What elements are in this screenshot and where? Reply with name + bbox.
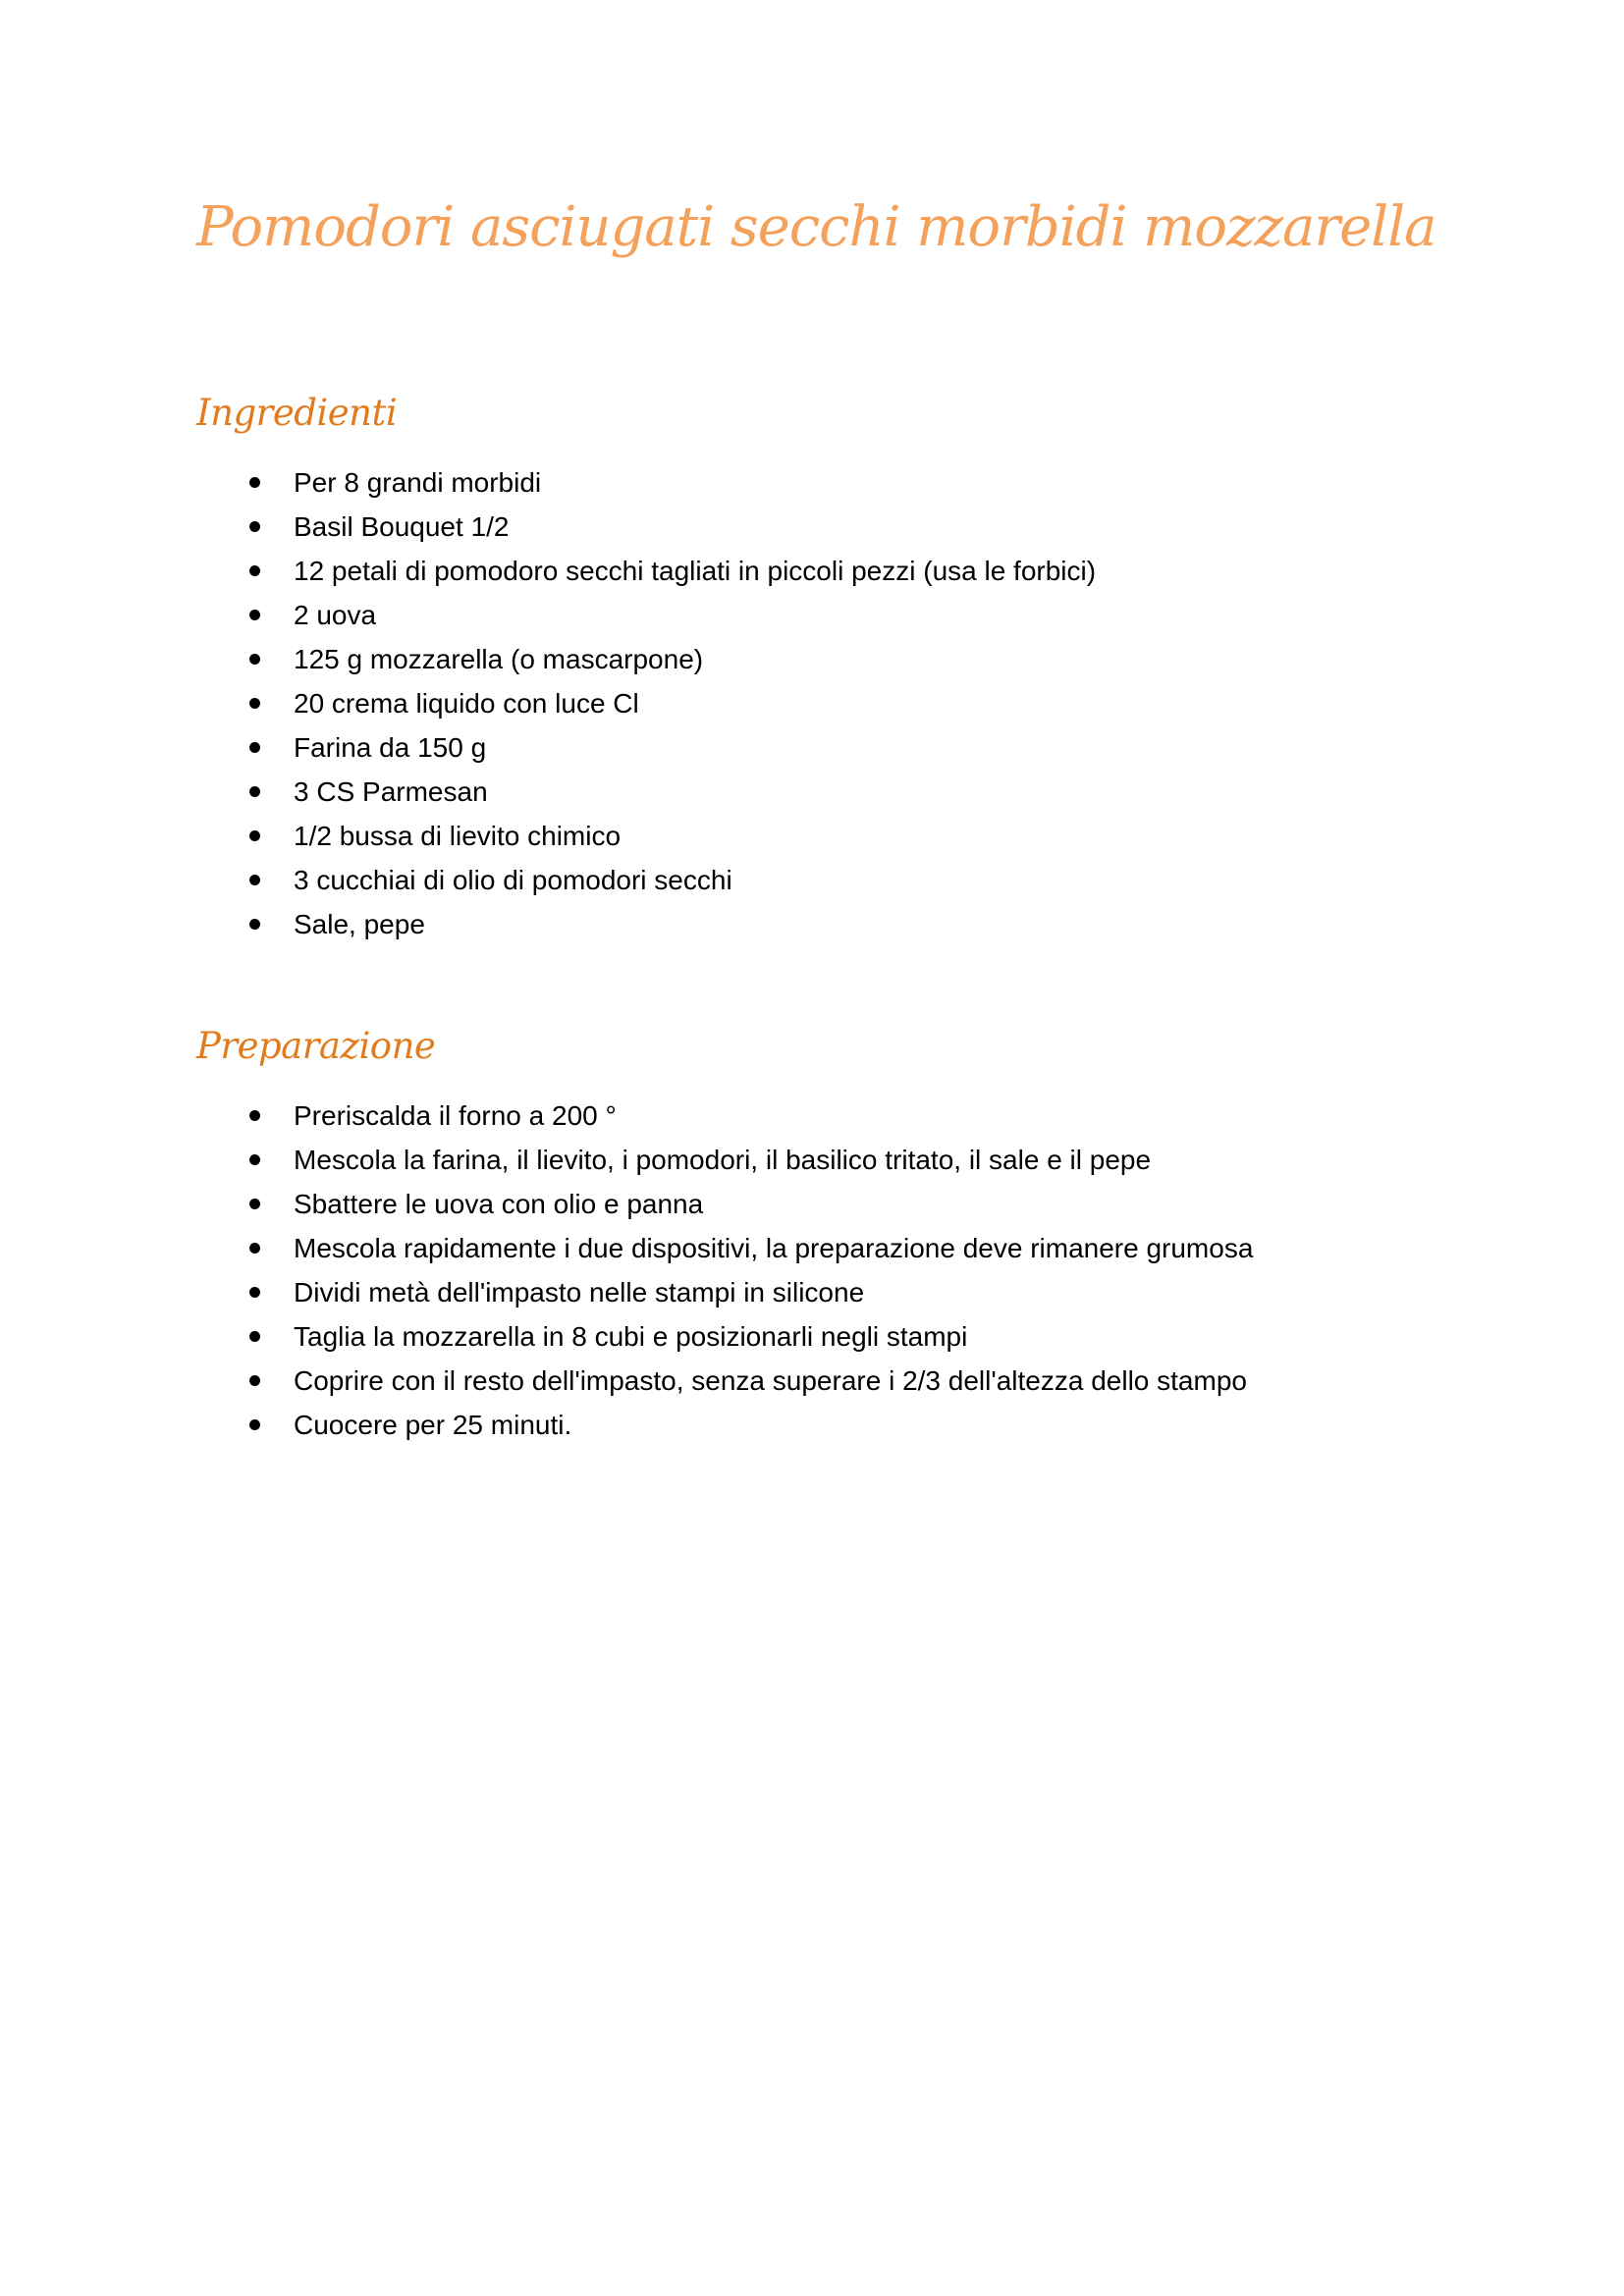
preparation-step-text: Mescola la farina, il lievito, i pomodori, il basilico tritato, il sale e il pepe	[294, 1145, 1152, 1175]
ingredient-item	[0, 902, 1624, 946]
preparation-step	[0, 1314, 1624, 1359]
ingredient-item-text: 3 cucchiai di olio di pomodori secchi	[294, 865, 732, 895]
ingredient-item	[0, 725, 1624, 770]
ingredient-item	[0, 858, 1624, 902]
bullet-icon	[249, 875, 260, 885]
bullet-icon	[249, 477, 260, 488]
preparation-step	[0, 1403, 1624, 1447]
ingredient-item-text: 20 crema liquido con luce Cl	[294, 688, 639, 719]
ingredient-item-text: 1/2 bussa di lievito chimico	[294, 821, 622, 851]
bullet-icon	[249, 742, 260, 753]
ingredient-item	[0, 770, 1624, 814]
preparation-step	[0, 1226, 1624, 1270]
ingredients-list	[0, 460, 1624, 946]
bullet-icon	[249, 521, 260, 532]
bullet-icon	[249, 1154, 260, 1165]
preparation-step-text: Coprire con il resto dell'impasto, senza superare i 2/3 dell'altezza dello stampo	[294, 1365, 1247, 1396]
bullet-icon	[249, 830, 260, 841]
ingredient-item	[0, 549, 1624, 593]
bullet-icon	[249, 1243, 260, 1254]
ingredient-item-text: 125 g mozzarella (o mascarpone)	[294, 644, 704, 674]
ingredient-item	[0, 681, 1624, 725]
preparation-step-text: Cuocere per 25 minuti.	[294, 1410, 572, 1440]
ingredient-item	[0, 814, 1624, 858]
ingredient-item-text: Sale, pepe	[294, 909, 425, 939]
bullet-icon	[249, 654, 260, 665]
preparation-step	[0, 1359, 1624, 1403]
bullet-icon	[249, 1110, 260, 1121]
ingredient-item	[0, 460, 1624, 505]
bullet-icon	[249, 1375, 260, 1386]
preparation-heading: Preparazione	[196, 1025, 436, 1067]
ingredient-item	[0, 505, 1624, 549]
bullet-icon	[249, 919, 260, 930]
ingredient-item-text: Per 8 grandi morbidi	[294, 467, 542, 498]
bullet-icon	[249, 1199, 260, 1209]
bullet-icon	[249, 786, 260, 797]
preparation-step-text: Sbattere le uova con olio e panna	[294, 1189, 704, 1219]
ingredients-heading: Ingredienti	[196, 392, 398, 434]
preparation-step	[0, 1094, 1624, 1138]
ingredient-item	[0, 593, 1624, 637]
preparation-step	[0, 1138, 1624, 1182]
bullet-icon	[249, 1331, 260, 1342]
bullet-icon	[249, 698, 260, 709]
ingredient-item-text: 3 CS Parmesan	[294, 776, 488, 807]
preparation-step	[0, 1270, 1624, 1314]
ingredient-item-text: Basil Bouquet 1/2	[294, 511, 510, 542]
preparation-step-text: Preriscalda il forno a 200 °	[294, 1100, 617, 1131]
preparation-step-text: Mescola rapidamente i due dispositivi, la preparazione deve rimanere grumosa	[294, 1233, 1254, 1263]
ingredient-item	[0, 637, 1624, 681]
bullet-icon	[249, 610, 260, 620]
preparation-list	[0, 1094, 1624, 1447]
preparation-step	[0, 1182, 1624, 1226]
ingredient-item-text: Farina da 150 g	[294, 732, 487, 763]
bullet-icon	[249, 565, 260, 576]
preparation-step-text: Taglia la mozzarella in 8 cubi e posizionarli negli stampi	[294, 1321, 968, 1352]
bullet-icon	[249, 1287, 260, 1298]
ingredient-item-text: 2 uova	[294, 600, 377, 630]
bullet-icon	[249, 1419, 260, 1430]
preparation-step-text: Dividi metà dell'impasto nelle stampi in silicone	[294, 1277, 865, 1308]
recipe-title: Pomodori asciugati secchi morbidi mozzarella	[196, 195, 1436, 259]
ingredient-item-text: 12 petali di pomodoro secchi tagliati in piccoli pezzi (usa le forbici)	[294, 556, 1097, 586]
